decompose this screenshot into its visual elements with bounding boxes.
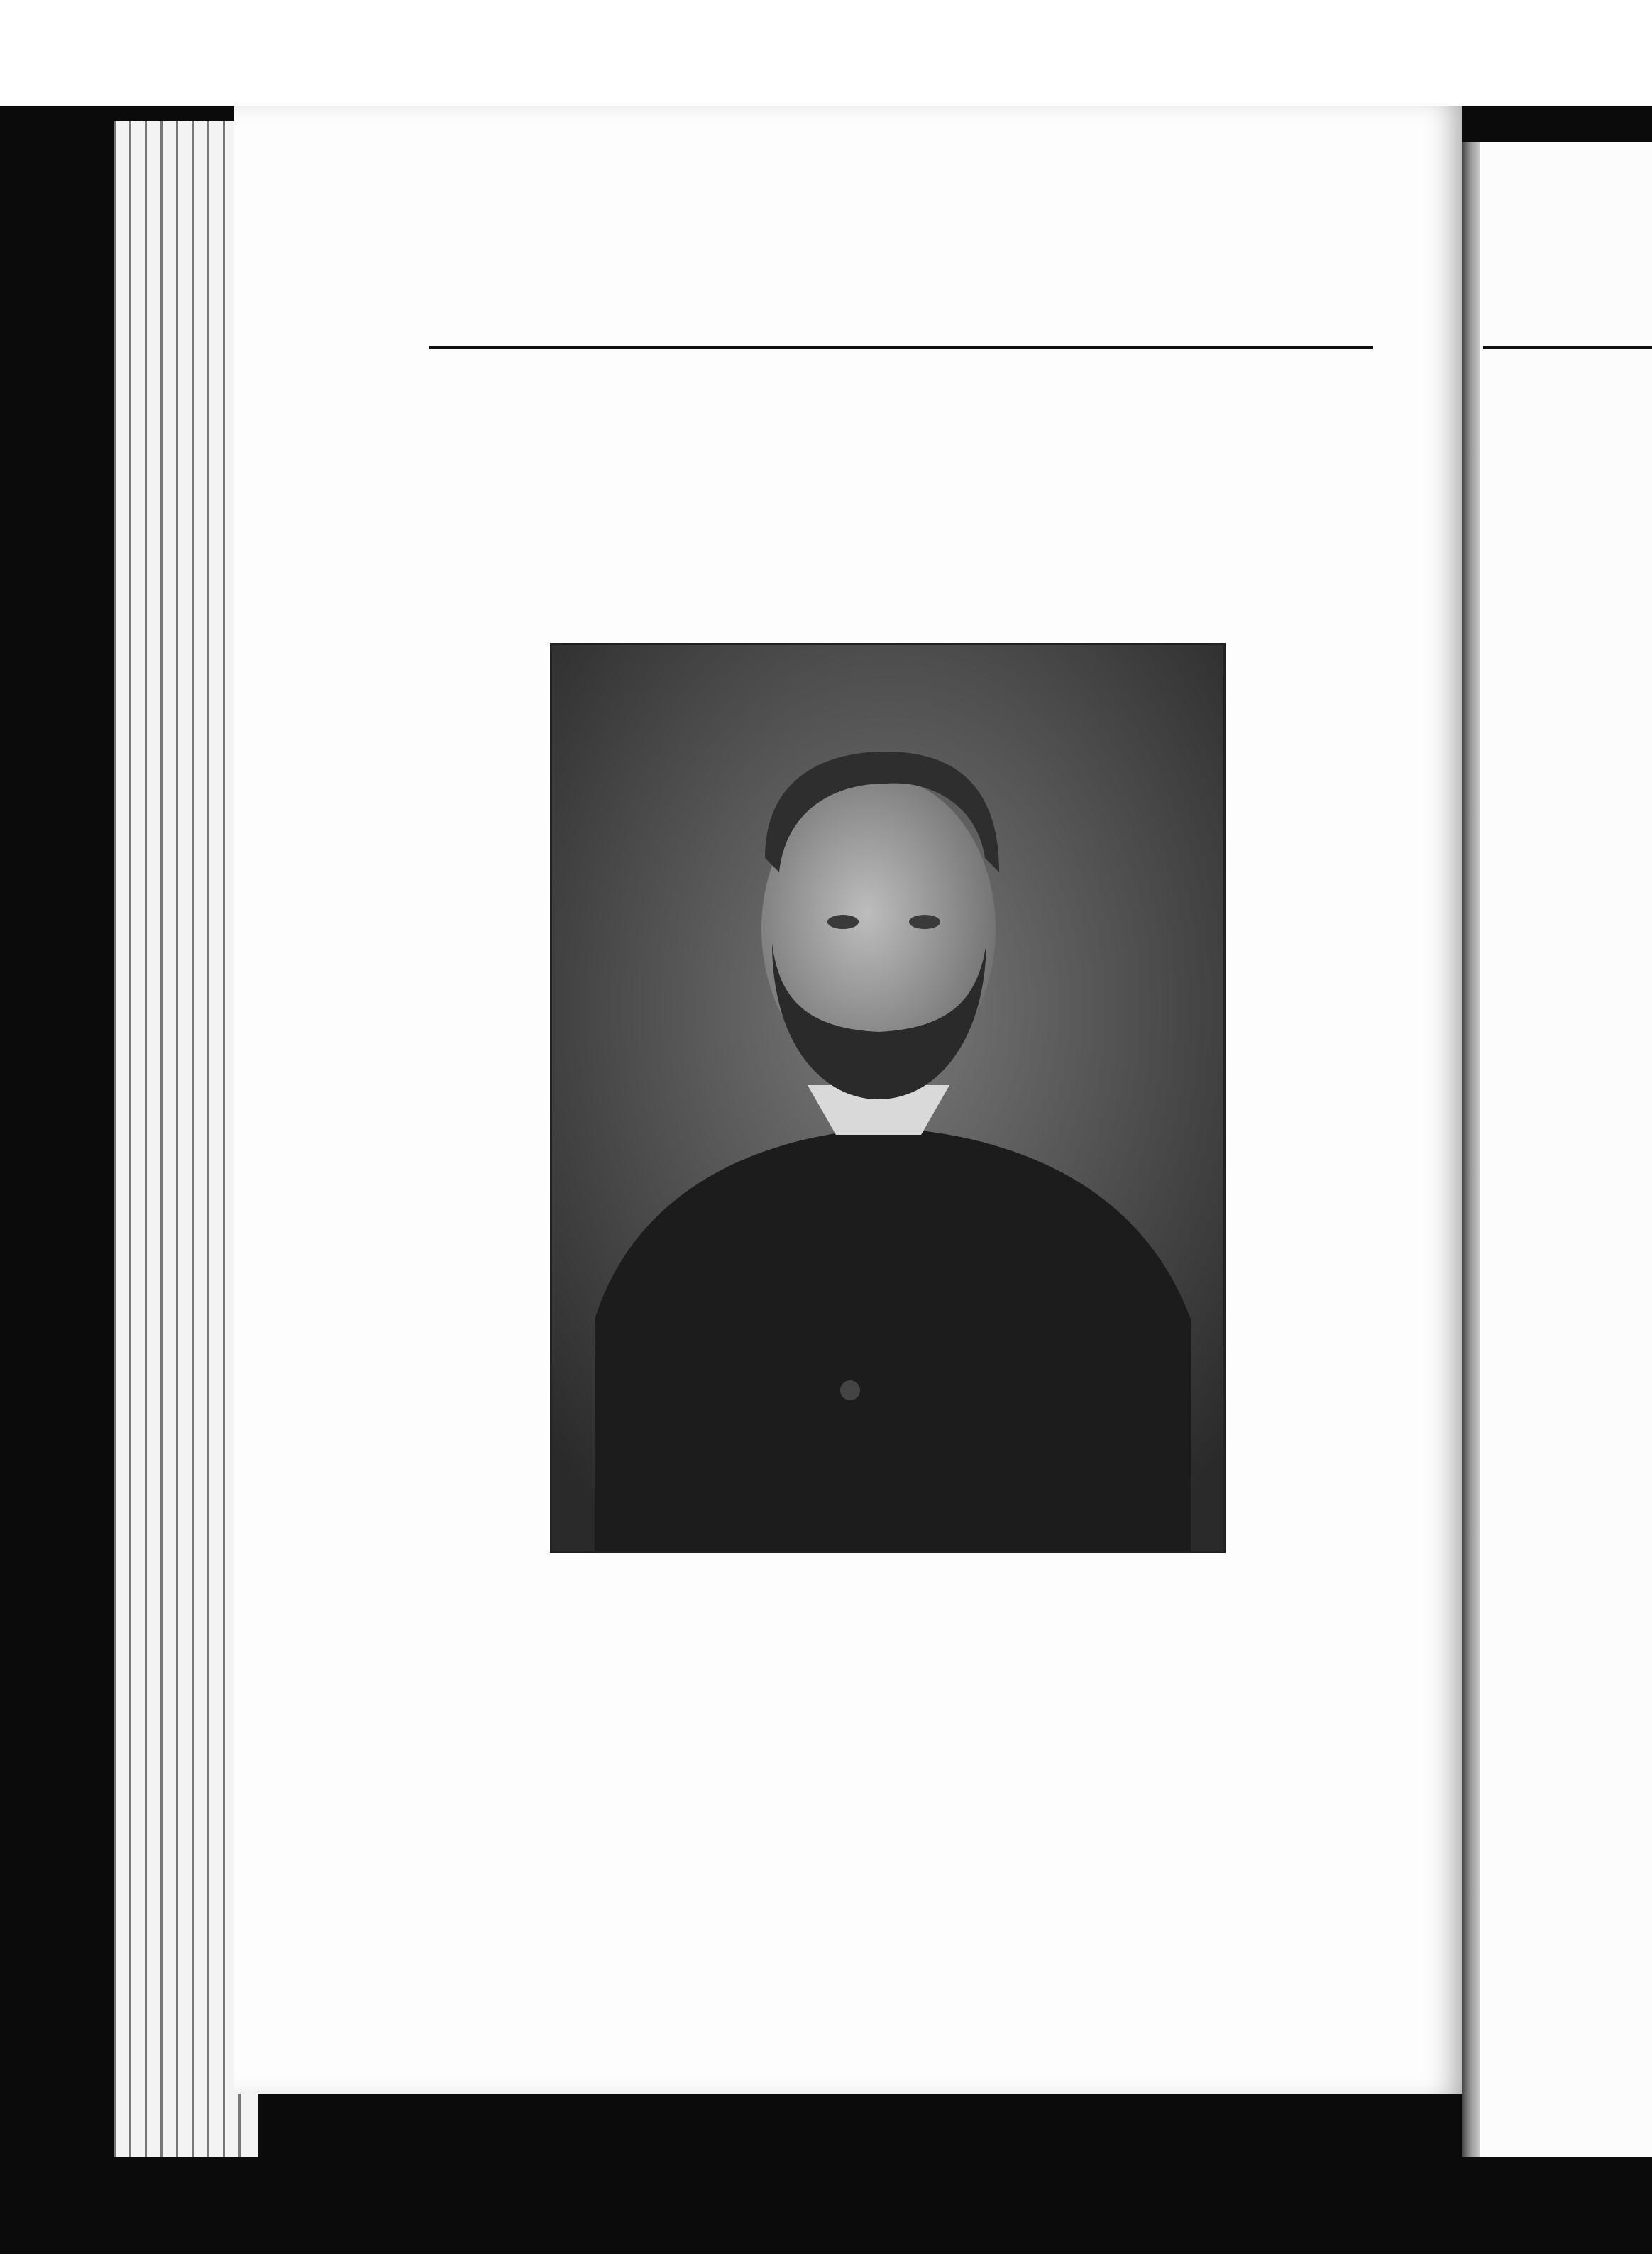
portrait-figure: [552, 645, 1223, 1551]
scan-top-margin: [0, 0, 1652, 106]
right-page: [1480, 142, 1652, 2157]
right-header-rule: [1483, 346, 1652, 349]
portrait-photo: [550, 643, 1226, 1553]
header-rule: [429, 346, 1373, 349]
page-header: [429, 273, 1373, 323]
book-gutter: [1462, 142, 1480, 2157]
